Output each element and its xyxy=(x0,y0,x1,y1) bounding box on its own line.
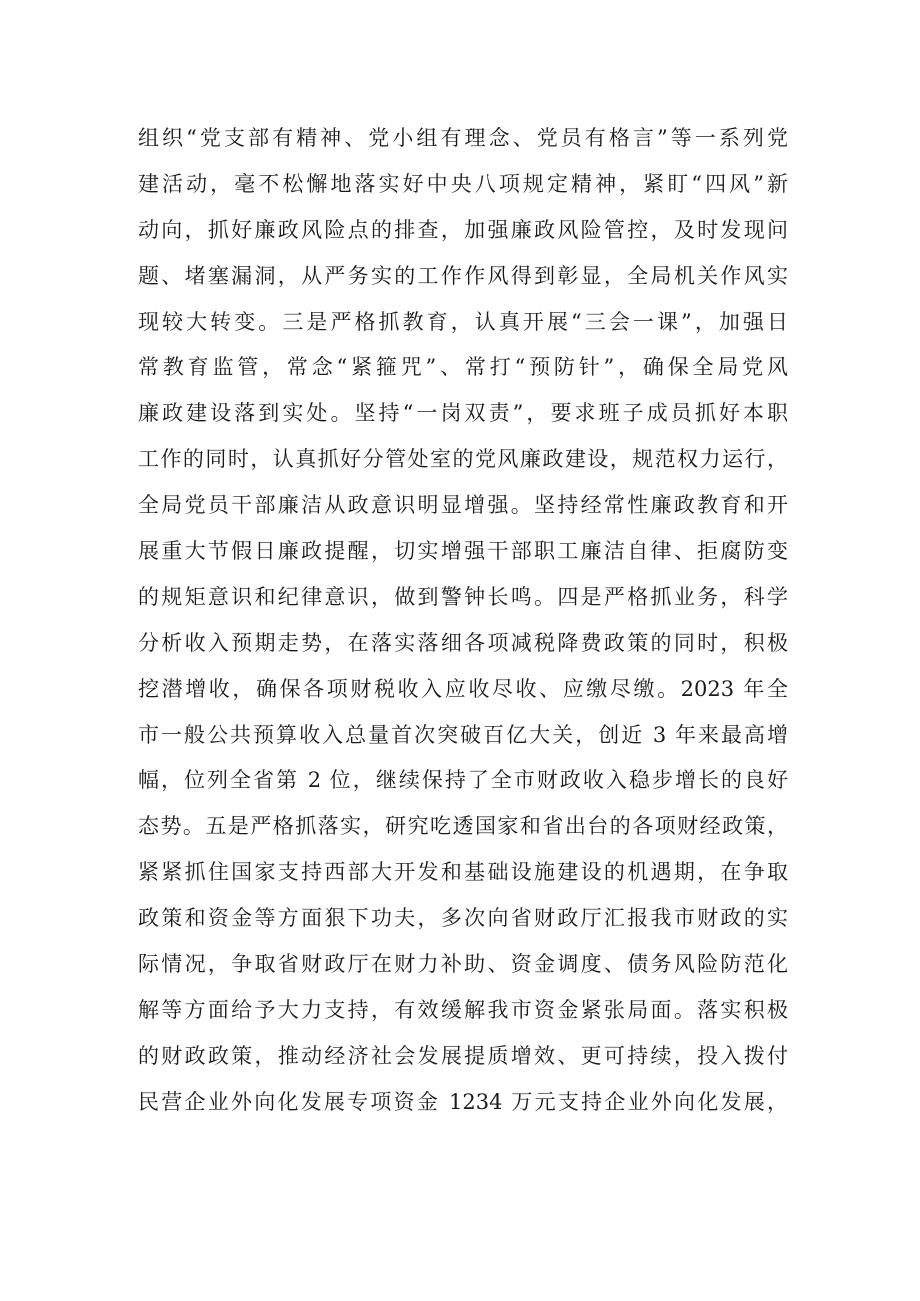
text-line: 的财政政策，推动经济社会发展提质增效、更可持续，投入拨付 xyxy=(138,1043,788,1068)
text-line: 展重大节假日廉政提醒，切实增强干部职工廉洁自律、拒腐防变 xyxy=(138,539,788,564)
text-line: 解等方面给予大力支持，有效缓解我市资金紧张局面。落实积极 xyxy=(138,997,788,1022)
text-line: 分析收入预期走势，在落实落细各项减税降费政策的同时，积极 xyxy=(138,630,788,655)
text-line: 政策和资金等方面狠下功夫，多次向省财政厅汇报我市财政的实 xyxy=(138,906,788,931)
text-line: 常教育监管，常念“紧箍咒”、常打“预防针”，确保全局党风 xyxy=(138,355,788,380)
text-line: 工作的同时，认真抓好分管处室的党风廉政建设，规范权力运行， xyxy=(138,447,788,472)
text-line: 组织“党支部有精神、党小组有理念、党员有格言”等一系列党 xyxy=(138,126,788,150)
body-paragraph xyxy=(138,116,788,1126)
text-line: 幅，位列全省第 2 位，继续保持了全市财政收入稳步增长的良好 xyxy=(138,768,788,793)
text-line: 廉政建设落到实处。坚持“一岗双责”，要求班子成员抓好本职 xyxy=(138,401,788,426)
text-line: 态势。五是严格抓落实，研究吃透国家和省出台的各项财经政策， xyxy=(138,814,788,839)
text-line: 动向，抓好廉政风险点的排查，加强廉政风险管控，及时发现问 xyxy=(138,217,788,242)
text-line: 际情况，争取省财政厅在财力补助、资金调度、债务风险防范化 xyxy=(138,952,788,977)
text-line: 紧紧抓住国家支持西部大开发和基础设施建设的机遇期，在争取 xyxy=(138,860,788,885)
text-line: 市一般公共预算收入总量首次突破百亿大关，创近 3 年来最高增 xyxy=(138,722,788,747)
text-line: 民营企业外向化发展专项资金 1234 万元支持企业外向化发展， xyxy=(138,1089,788,1114)
text-line: 现较大转变。三是严格抓教育，认真开展“三会一课”，加强日 xyxy=(138,309,788,334)
text-line: 全局党员干部廉洁从政意识明显增强。坚持经常性廉政教育和开 xyxy=(138,493,788,518)
text-line: 挖潜增收，确保各项财税收入应收尽收、应缴尽缴。2023 年全 xyxy=(138,676,788,701)
text-line: 题、堵塞漏洞，从严务实的工作作风得到彰显，全局机关作风实 xyxy=(138,263,788,288)
text-line: 的规矩意识和纪律意识，做到警钟长鸣。四是严格抓业务，科学 xyxy=(138,584,788,609)
text-line: 建活动，毫不松懈地落实好中央八项规定精神，紧盯“四风”新 xyxy=(138,171,788,196)
